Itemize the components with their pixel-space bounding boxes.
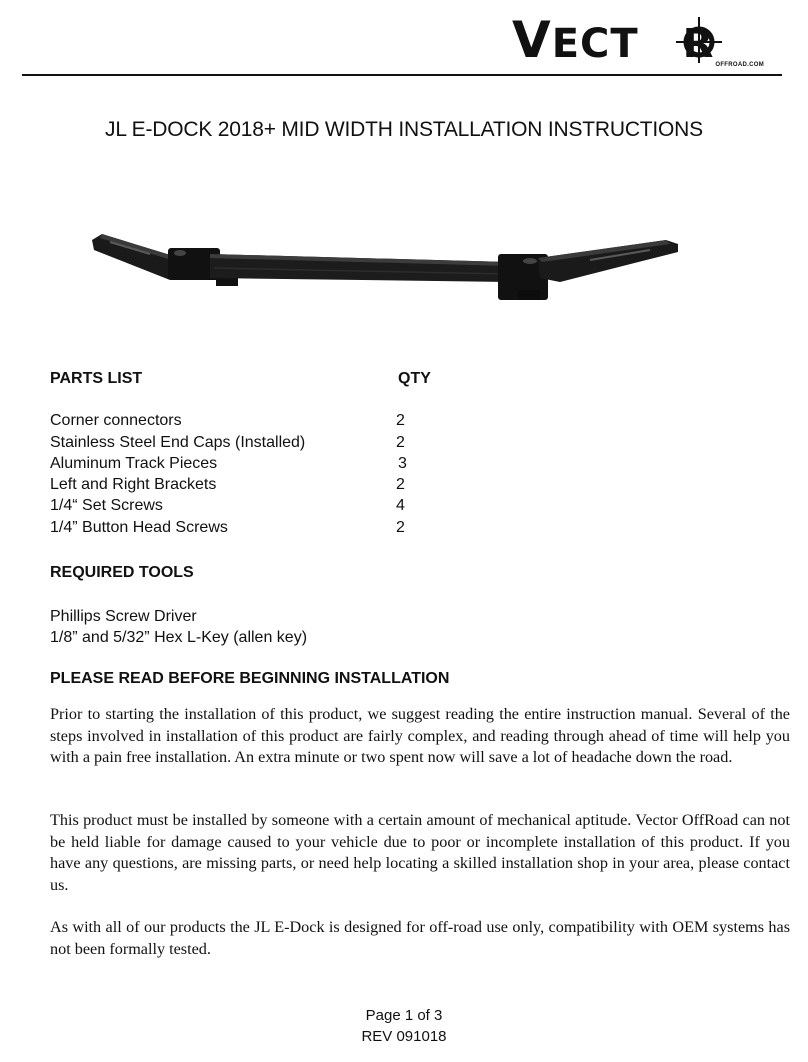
notice-heading: PLEASE READ BEFORE BEGINNING INSTALLATION: [50, 670, 450, 687]
part-qty: 2: [396, 518, 405, 536]
part-qty: 4: [396, 497, 405, 515]
product-track-image: [90, 230, 680, 310]
parts-list-item: [50, 453, 450, 474]
page-title: JL E-DOCK 2018+ MID WIDTH INSTALLATION INSTRUCTIONS: [105, 118, 703, 141]
parts-list-item: [50, 474, 450, 495]
parts-list-header: [50, 368, 450, 389]
required-tools-list: [50, 606, 307, 649]
parts-list-item: [50, 410, 450, 431]
notice-paragraph: Prior to starting the installation of this product, we suggest reading the entire instruction manual. Several of the steps involved in installation of this product are fairly complex, and reading through ahead of time will help you with a pain free installation. An extra minute or two spent now will save a lot of headache down the road.: [50, 705, 790, 767]
tool-item: 1/8” and 5/32” Hex L-Key (allen key): [50, 629, 308, 647]
parts-list: [50, 368, 450, 538]
part-name: Left and Right Brackets: [50, 476, 217, 494]
part-name: Stainless Steel End Caps (Installed): [50, 433, 306, 451]
brand-site: OFFROAD.COM: [715, 62, 764, 68]
header-divider: [22, 74, 782, 76]
brand-logo-wordmark: VECT R: [512, 11, 715, 69]
crosshair-icon: [676, 17, 722, 63]
part-name: 1/4” Button Head Screws: [50, 518, 228, 536]
parts-list-item: [50, 432, 450, 453]
part-qty: 2: [396, 433, 405, 451]
part-qty: 2: [396, 412, 405, 430]
notice-paragraph: As with all of our products the JL E-Dock is designed for off-road use only, compatibility with OEM systems has not been formally tested.: [50, 918, 790, 958]
parts-list-heading: PARTS LIST: [50, 370, 143, 387]
revision-label: REV 091018: [361, 1028, 447, 1045]
notice-paragraph: This product must be installed by someone with a certain amount of mechanical aptitude. Vector OffRoad can not be held liable for damage caused to your vehicle due to poor or incomplete installation of this product. If you have any questions, are missing parts, or need help locating a skilled installation shop in your area, please contact us.: [50, 811, 790, 894]
part-name: 1/4“ Set Screws: [50, 497, 163, 515]
brand-logo: [512, 11, 770, 70]
parts-list-item: [50, 517, 450, 538]
part-qty: 3: [398, 454, 407, 472]
part-name: Aluminum Track Pieces: [50, 454, 218, 472]
tool-item: Phillips Screw Driver: [50, 608, 197, 625]
page-number: Page 1 of 3: [365, 1007, 443, 1024]
qty-heading: QTY: [398, 370, 431, 387]
parts-list-item: [50, 495, 450, 516]
part-name: Corner connectors: [50, 412, 182, 430]
part-qty: 2: [396, 476, 405, 494]
required-tools-heading: REQUIRED TOOLS: [50, 564, 194, 581]
